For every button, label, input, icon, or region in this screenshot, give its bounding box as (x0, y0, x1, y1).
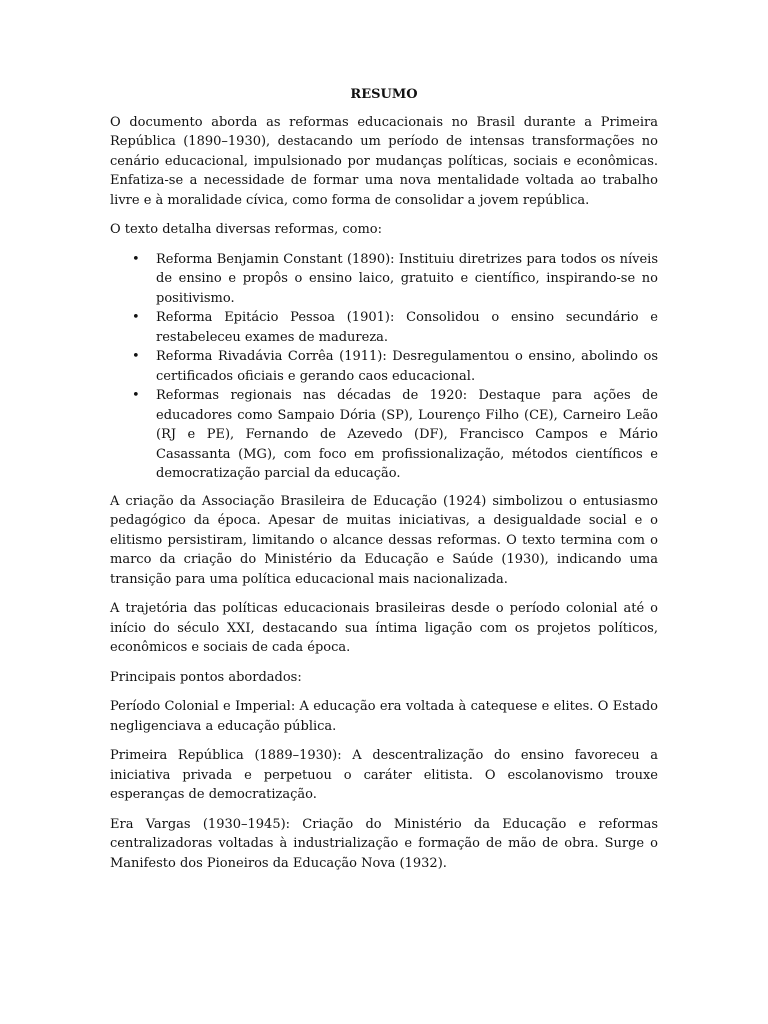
vargas-era-paragraph: Era Vargas (1930–1945): Criação do Ministério da Educação e reformas centralizadoras voltadas à industrialização e formação de mão de obra. Surge o Manifesto dos Pioneiros da Educação Nova (1932). (110, 816, 658, 871)
main-points-heading: Principais pontos abordados: (110, 669, 302, 685)
document-title: RESUMO (350, 87, 418, 102)
list-item (132, 347, 658, 386)
list-item (132, 308, 658, 347)
intro-paragraph: O documento aborda as reformas educacionais no Brasil durante a Primeira República (1890–1930), destacando um período de intensas transformações no cenário educacional, impulsionado por mudanças políticas, sociais e econômicas. Enfatiza-se a necessidade de formar uma nova mentalidade voltada ao trabalho livre e à moralidade cívica, como forma de consolidar a jovem república. (110, 114, 658, 208)
colonial-period-paragraph: Período Colonial e Imperial: A educação era voltada à catequese e elites. O Estado negligenciava a educação pública. (110, 699, 658, 734)
list-item (132, 250, 658, 309)
list-item-text: Reforma Benjamin Constant (1890): Instituiu diretrizes para todos os níveis de ensino e propôs o ensino laico, gratuito e científico, inspirando-se no positivismo. (156, 251, 658, 306)
bullet-icon: • (132, 388, 140, 403)
reforms-list (110, 250, 658, 484)
list-item-text: Reforma Rivadávia Corrêa (1911): Desregulamentou o ensino, abolindo os certificados oficiais e gerando caos educacional. (156, 349, 658, 384)
document-page (110, 85, 658, 883)
bullet-icon: • (132, 310, 140, 325)
trajectory-paragraph: A trajetória das políticas educacionais brasileiras desde o período colonial até o início do século XXI, destacando sua íntima ligação com os projetos políticos, econômicos e sociais de cada época. (110, 601, 658, 655)
list-item-text: Reformas regionais nas décadas de 1920: Destaque para ações de educadores como Sampaio Dória (SP), Lourenço Filho (CE), Carneiro Leão (RJ e PE), Fernando de Azevedo (DF), Francisco Campos e Mário Casassanta (MG), com foco em profissionalização, métodos científicos e democratização parcial da educação. (156, 388, 658, 481)
bullet-icon: • (132, 251, 140, 267)
bullet-icon: • (132, 349, 140, 364)
list-item-text: Reforma Epitácio Pessoa (1901): Consolidou o ensino secundário e restabeleceu exames de madureza. (156, 310, 658, 345)
list-item (132, 386, 658, 484)
reforms-intro-paragraph: O texto detalha diversas reformas, como: (110, 222, 382, 237)
first-republic-paragraph: Primeira República (1889–1930): A descentralização do ensino favoreceu a iniciativa privada e perpetuou o caráter elitista. O escolanovismo trouxe esperanças de democratização. (110, 748, 658, 802)
abe-paragraph: A criação da Associação Brasileira de Educação (1924) simbolizou o entusiasmo pedagógico da época. Apesar de muitas iniciativas, a desigualdade social e o elitismo persistiram, limitando o alcance dessas reformas. O texto termina com o marco da criação do Ministério da Educação e Saúde (1930), indicando uma transição para uma política educacional mais nacionalizada. (110, 493, 658, 587)
